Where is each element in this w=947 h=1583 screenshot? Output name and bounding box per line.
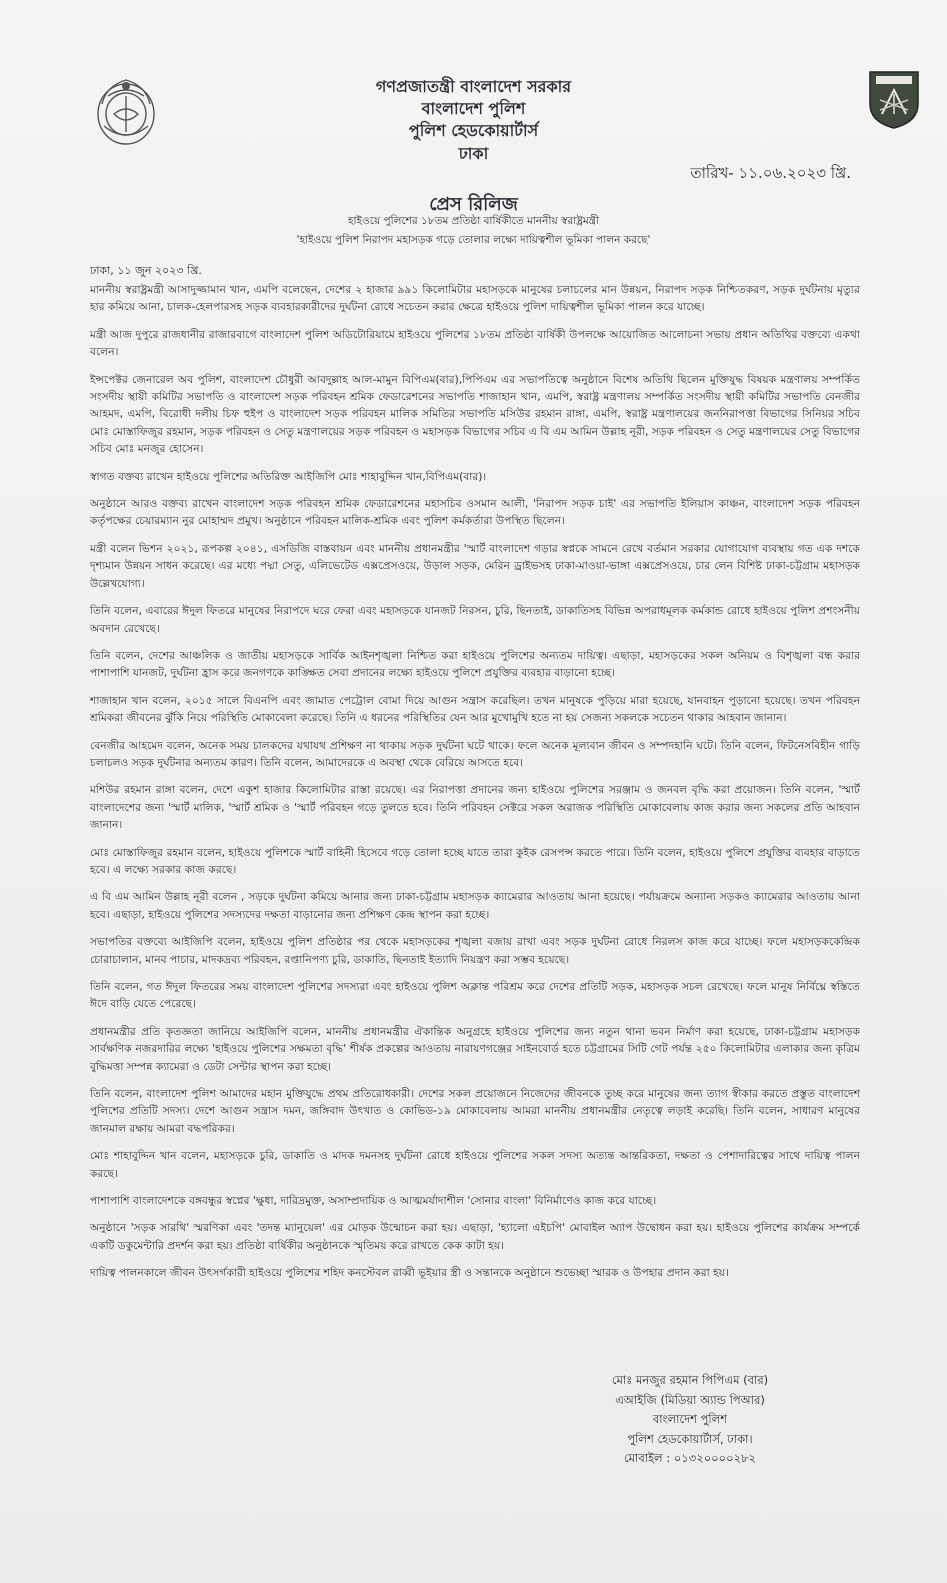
body-paragraph: প্রধানমন্ত্রীর প্রতি কৃতজ্ঞতা জানিয়ে আইজিপি বলেন, মাননীয় প্রধানমন্ত্রীর ঐকান্তিক অনুগ্রহে হাইওয়ে পুলিশের জন্য নতুন থানা ভবন নির্মাণ করা হয়েছে, ঢাকা-চট্টগ্রাম মহাসড়ক সার্বক্ষণিক নজরদারির লক্ষ্যে 'হাইওয়ে পুলিশের সক্ষমতা বৃদ্ধি' শীর্ষক প্রকল্পের আওতায় নারায়ণগঞ্জের সাইনবোর্ড হতে চট্টগ্রামের সিটি গেট পর্যন্ত ২৫০ কিলোমিটার এলাকার জন্য কৃত্রিম বুদ্ধিমত্তা সম্পন্ন ক্যামেরা ও ডেটা সেন্টার স্থাপন করা হচ্ছে। — [90, 1024, 860, 1073]
signatory-office: পুলিশ হেডকোয়ার্টার্স, ঢাকা। — [627, 1431, 753, 1446]
body-paragraph: স্বাগত বক্তব্য রাখেন হাইওয়ে পুলিশের অতিরিক্ত আইজিপি মোঃ শাহাবুদ্দিন খান,বিপিএম(বার)। — [90, 469, 487, 483]
body-paragraph: সভাপতির বক্তব্যে আইজিপি বলেন, হাইওয়ে পুলিশ প্রতিষ্ঠার পর থেকে মহাসড়কের শৃঙ্খলা বজায় রাখা এবং সড়ক দুর্ঘটনা রোধে নিরলস কাজ করে যাচ্ছে। ফলে মহাসড়ককেন্দ্রিক চোরাচালান, মানব পাচার, মাদকদ্রব্য পরিবহন, রপ্তানিপণ্য চুরি, ডাকাতি, ছিনতাই ইত্যাদি নিয়ন্ত্রণ করা সম্ভব হয়েছে। — [90, 935, 860, 966]
body-paragraph: অনুষ্ঠানে আরও বক্তব্য রাখেন বাংলাদেশ সড়ক পরিবহন শ্রমিক ফেডারেশনের মহাসচিব ওসমান আলী, 'নিরাপদ সড়ক চাই' এর সভাপতি ইলিয়াস কাঞ্চন, বাংলাদেশ সড়ক পরিবহন কর্তৃপক্ষের চেয়ারম্যান নুর মোহাম্মদ প্রমুখ। অনুষ্ঠানে পরিবহন মালিক-শ্রমিক এবং পুলিশ কর্মকর্তারা উপস্থিত ছিলেন। — [90, 497, 860, 528]
body-paragraph: পাশাপাশি বাংলাদেশকে বঙ্গবন্ধুর স্বপ্নের 'ক্ষুধা, দারিদ্রমুক্ত, অসাম্প্রদায়িক ও আত্মমর্যাদাশীল 'সোনার বাংলা' বিনির্মাণেও কাজ করে যাচ্ছে। — [90, 1194, 657, 1208]
body-paragraph: মোঃ মোস্তাফিজুর রহমান বলেন, হাইওয়ে পুলিশকে স্মার্ট বাহিনী হিসেবে গড়ে তোলা হচ্ছে যাতে তারা কুইক রেসপন্স করতে পারে। তিনি বলেন, হাইওয়ে পুলিশে প্রযুক্তির ব্যবহার বাড়াতে হবে। এ লক্ষ্যে সরকার কাজ করছে। — [90, 845, 860, 876]
press-release-body — [90, 281, 860, 1292]
body-paragraph: মোঃ শাহাবুদ্দিন খান বলেন, মহাসড়কে চুরি, ডাকাতি ও মাদক দমনসহ দুর্ঘটনা রোধে হাইওয়ে পুলিশের সকল সদস্য অত্যন্ত আন্তরিকতা, দক্ষতা ও পেশাদারিত্বের সাথে দায়িত্ব পালন করছে। — [90, 1149, 860, 1180]
signature-block — [570, 1371, 810, 1469]
body-paragraph: অনুষ্ঠানে 'সড়ক সারথি' স্মরণিকা এবং 'তদন্ত ম্যানুয়েল' এর মোড়ক উন্মোচন করা হয়। এছাড়া, 'হ্যালো এইচপি' মোবাইল অ্যাপ উদ্বোধন করা হয়। হাইওয়ে পুলিশের কার্যক্রম সম্পর্কে একটি ডকুমেন্টারি প্রদর্শন করা হয়। প্রতিষ্ঠা বার্ষিকীর অনুষ্ঠানকে স্মৃতিময় করে রাখতে কেক কাটা হয়। — [90, 1221, 860, 1252]
body-paragraph: দায়িত্ব পালনকালে জীবন উৎসর্গকারী হাইওয়ে পুলিশের শহিদ কনস্টেবল রাব্বী ভূইয়ার স্ত্রী ও সন্তানকে অনুষ্ঠানে শুভেচ্ছা স্মারক ও উপহার প্রদান করা হয়। — [90, 1266, 729, 1280]
body-paragraph: এ বি এম আমিন উল্লাহ নূরী বলেন , সড়কে দুর্ঘটনা কমিয়ে আনার জন্য ঢাকা-চট্টগ্রাম মহাসড়ক ক্যামেরার আওতায় আনা হয়েছে। পর্যায়ক্রমে অন্যান্য সড়কও ক্যামেরার আওতায় আনা হবে। এছাড়া, হাইওয়ে পুলিশের সদস্যদের দক্ষতা বাড়ানোর জন্য প্রশিক্ষণ কেন্দ্র স্থাপন করা হচ্ছে। — [90, 890, 860, 921]
body-paragraph: মন্ত্রী বলেন ভিশন ২০২১, রূপকল্প ২০৪১, এসডিজি বাস্তবায়ন এবং মাননীয় প্রধানমন্ত্রীর 'স্মার্ট বাংলাদেশ গড়ার স্বপ্নকে সামনে রেখে বর্তমান সরকার যোগাযোগ ব্যবস্থায় গত এক দশকে দৃশ্যমান উন্নয়ন সাধন করেছে। এর মধ্যে পদ্মা সেতু, এলিভেটেড এক্সপ্রেসওয়ে, উড়াল সড়ক, মেরিন ড্রাইভসহ ঢাকা-মাওয়া-ভাঙ্গা এক্সপ্রেসওয়ে, চার লেন বিশিষ্ট ঢাকা-চট্টগ্রাম মহাসড়ক উল্লেখযোগ্য। — [90, 541, 860, 590]
signatory-organization: বাংলাদেশ পুলিশ — [652, 1412, 728, 1426]
press-release-headline-quote: 'হাইওয়ে পুলিশ নিরাপদ মহাসড়ক গড়ে তোলার লক্ষ্যে দায়িত্বশীল ভূমিকা পালন করছে' — [296, 234, 651, 246]
body-paragraph: তিনি বলেন, এবারের ঈদুল ফিতরে মানুষের নিরাপদে ঘরে ফেরা এবং মহাসড়কে যানজট নিরসন, চুরি, ছিনতাই, ডাকাতিসহ বিভিন্ন অপরাধমূলক কর্মকান্ড রোধে হাইওয়ে পুলিশ প্রশংসনীয় অবদান রেখেছে। — [90, 604, 860, 635]
body-paragraph: বেনজীর আহমেদ বলেন, অনেক সময় চালকদের যথাযথ প্রশিক্ষণ না থাকায় সড়ক দুর্ঘটনা ঘটে থাকে। ফলে অনেক মূল্যবান জীবন ও সম্পদহানি ঘটে। তিনি বলেন, ফিটনেসবিহীন গাড়ি চলাচলও সড়ক দুর্ঘটনার অন্যতম কারণ। তিনি বলেন, আমাদেরকে এ অবস্থা থেকে বেরিয়ে আসতে হবে। — [90, 738, 860, 769]
body-paragraph: তিনি বলেন, গত ঈদুল ফিতরের সময় বাংলাদেশ পুলিশের সদস্যরা এবং হাইওয়ে পুলিশ অক্লান্ত পরিশ্রম করে দেশের প্রতিটি সড়ক, মহাসড়ক সচল রেখেছে। ফলে মানুষ নির্বিঘ্নে স্বস্তিতে ঈদে বাড়ি যেতে পেরেছে। — [90, 980, 860, 1011]
body-paragraph: তিনি বলেন, দেশের আঞ্চলিক ও জাতীয় মহাসড়কে সার্বিক আইনশৃঙ্খলা নিশ্চিত করা হাইওয়ে পুলিশের অন্যতম দায়িত্ব। এছাড়া, মহাসড়কের সকল অনিয়ম ও বিশৃঙ্খলা বন্ধ করার পাশাপাশি যানজট, দুর্ঘটনা হ্রাস করে জনগণকে কাঙ্ক্ষিত সেবা প্রদানের লক্ষ্যে হাইওয়ে পুলিশে প্রযুক্তির ব্যবহার বাড়ানো হচ্ছে। — [90, 648, 860, 680]
body-paragraph: মন্ত্রী আজ দুপুরে রাজধানীর রাজারবাগে বাংলাদেশ পুলিশ অডিটোরিয়ামে হাইওয়ে পুলিশের ১৮তম প্রতিষ্ঠা বার্ষিকী উপলক্ষে আয়োজিত আলোচনা সভায় প্রধান অতিথির বক্তব্যে একথা বলেন। — [90, 327, 860, 359]
press-release-subtitle: হাইওয়ে পুলিশের ১৮তম প্রতিষ্ঠা বার্ষিকীতে মাননীয় স্বরাষ্ট্রমন্ত্রী — [347, 215, 600, 227]
signatory-designation: এআইজি (মিডিয়া অ্যান্ড পিআর) — [615, 1392, 765, 1407]
signatory-mobile: মোবাইল : ০১৩২০০০০২৮২ — [623, 1451, 757, 1465]
header-government: গণপ্রজাতন্ত্রী বাংলাদেশ সরকার — [375, 77, 572, 96]
header-headquarters: পুলিশ হেডকোয়ার্টার্স — [408, 121, 539, 140]
body-paragraph: শাজাহান খান বলেন, ২০১৫ সালে বিএনপি এবং জামাত পেট্রোল বোমা দিয়ে আগুন সন্ত্রাস করেছিল। তখন মানুষকে পুড়িয়ে মারা হয়েছে, যানবাহন পুড়ানো হয়েছে। তখন পরিবহন শ্রমিকরা জীবনের ঝুঁকি নিয়ে পরিস্থিতি মোকাবেলা করেছে। তিনি এ ধরনের পরিস্থিতির যেন আর মুখোমুখি হতে না হয় সেজন্য সকলকে সচেতন থাকার আহবান জানান। — [90, 693, 860, 725]
header-police: বাংলাদেশ পুলিশ — [421, 99, 526, 118]
header-city: ঢাকা — [458, 144, 489, 163]
body-paragraph: তিনি বলেন, বাংলাদেশ পুলিশ আমাদের মহান মুক্তিযুদ্ধে প্রথম প্রতিরোধকারী। দেশের সকল প্রয়োজনে নিজেদের জীবনকে তুচ্ছ করে মানুষের জন্য ত্যাগ স্বীকার করতে প্রস্তুত বাংলাদেশ পুলিশের প্রতিটি সদস্য। দেশে আগুন সন্ত্রাস দমন, জঙ্গিবাদ উৎখাত ও কোভিড-১৯ মোকাবেলায় আমরা মাননীয় প্রধানমন্ত্রীর নেতৃত্বে লড়াই করেছি। তিনি বলেন, সাধারণ মানুষের জানমাল রক্ষায় আমরা বদ্ধপরিকর। — [90, 1087, 860, 1135]
release-date: তারিখ- ১১.০৬.২০২৩ খ্রি. — [690, 164, 851, 182]
body-paragraph: মাননীয় স্বরাষ্ট্রমন্ত্রী আসাদুজ্জামান খান, এমপি বলেছেন, দেশের ২ হাজার ৯৯১ কিলোমিটার মহাসড়কে মানুষের চলাচলের মান উন্নয়ন, নিরাপদ সড়ক নিশ্চিতকরণ, সড়ক দুর্ঘটনায় মৃত্যুর হার কমিয়ে আনা, চালক-হেলপারসহ সড়ক ব্যবহারকারীদের দুর্ঘটনা রোধে সচেতন করার ক্ষেত্রে হাইওয়ে পুলিশ দায়িত্বশীল ভূমিকা পালন করে যাচ্ছে। — [90, 283, 860, 314]
body-paragraph: ইন্সপেক্টর জেনারেল অব পুলিশ, বাংলাদেশ চৌধুরী আবদুল্লাহ আল-মামুন বিপিএম(বার),পিপিএম এর সভাপতিত্বে অনুষ্ঠানে বিশেষ অতিথি ছিলেন মুক্তিযুদ্ধ বিষয়ক মন্ত্রণালয় সম্পর্কিত সংসদীয় স্থায়ী কমিটির সভাপতি ও বাংলাদেশ সড়ক পরিবহন শ্রমিক ফেডারেশনের সভাপতি শাজাহান খান, এমপি, স্বরাষ্ট্র মন্ত্রণালয় সম্পর্কিত সংসদীয় স্থায়ী কমিটির সভাপতি বেনজীর আহমদ, এমপি, বিরোধী দলীয় চিফ হুইপ ও বাংলাদেশ সড়ক পরিবহন মালিক সমিতির সভাপতি মসিউর রহমান রাঙ্গা, এমপি, স্বরাষ্ট্র মন্ত্রণালয়ের জননিরাপত্তা বিভাগের সিনিয়র সচিব মোঃ মোস্তাফিজুর রহমান, সড়ক পরিবহন ও সেতু মন্ত্রণালয়ের সড়ক পরিবহন ও মহাসড়ক বিভাগের সচিব এ বি এম আমিন উল্লাহ নূরী, সড়ক পরিবহন ও সেতু মন্ত্রণালয়ের সেতু বিভাগের সচিব মোঃ মনজুর হোসেন। — [90, 372, 860, 456]
signatory-name: মোঃ মনজুর রহমান পিপিএম (বার) — [611, 1373, 769, 1387]
body-paragraph: মশিউর রহমান রাঙ্গা বলেন, দেশে একুশ হাজার কিলোমিটার রাস্তা রয়েছে। এর নিরাপত্তা প্রদানের জন্য হাইওয়ে পুলিশের সরঞ্জাম ও জনবল বৃদ্ধি করা প্রয়োজন। তিনি বলেন, 'স্মার্ট বাংলাদেশের জন্য 'স্মার্ট মালিক, 'স্মার্ট শ্রমিক ও 'স্মার্ট পরিবহন গড়ে তুলতে হবে। তিনি পরিবহন সেক্টরে সকল অরাজক পরিস্থিতি মোকাবেলায় কাজ করার জন্য সকলের প্রতি আহবান জানান। — [90, 783, 860, 832]
press-release-title: প্রেস রিলিজ — [429, 194, 518, 215]
dateline: ঢাকা, ১১ জুন ২০২৩ খ্রি. — [90, 264, 202, 277]
